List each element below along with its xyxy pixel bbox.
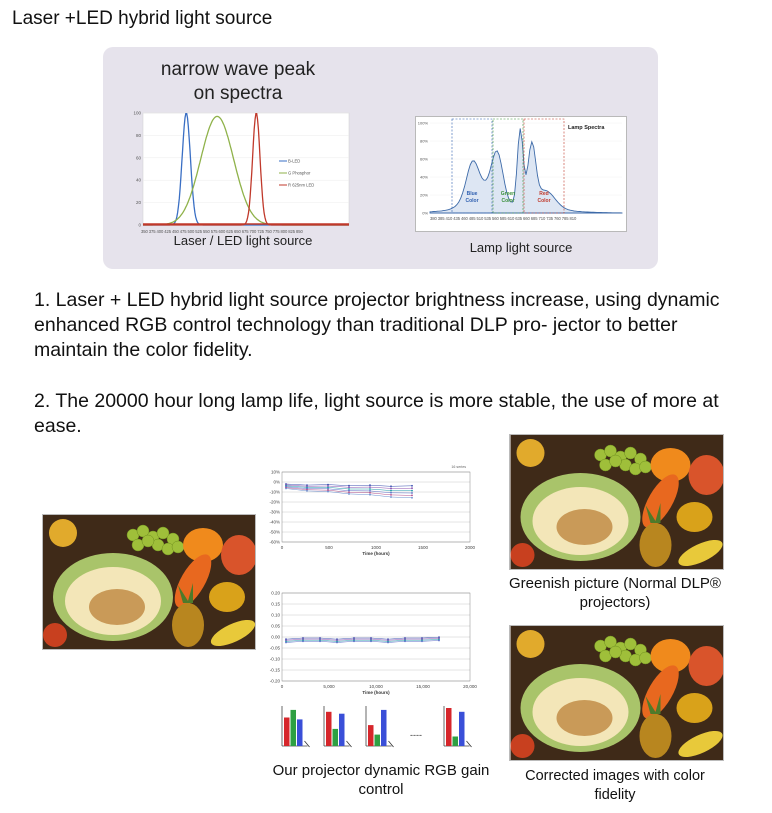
- plot-area: [143, 113, 349, 225]
- lamp-spectrum-xlabels: 380 385 410 435 460 485 510 535 560 585 610 635 660 685 710 735 760 785 810: [430, 216, 577, 221]
- region-label: Color: [501, 198, 515, 204]
- x-tick-label: 2000: [464, 545, 476, 550]
- y-tick-label: 0: [138, 222, 141, 228]
- x-tick-label: 10,000: [369, 684, 383, 689]
- y-tick-label: -30%: [269, 509, 280, 515]
- fruit-top-left: [49, 519, 77, 547]
- peach: [221, 535, 256, 575]
- grape: [610, 455, 622, 467]
- plot-frame: [282, 472, 470, 542]
- corrected-caption: Corrected images with color fidelity: [525, 768, 705, 803]
- lamp-spectrum-chart: [415, 116, 627, 232]
- legend-label: B-LED: [288, 158, 301, 164]
- y-tick-label: 100%: [417, 120, 428, 126]
- lamp-spectrum-caption: Lamp light source: [469, 240, 573, 255]
- x-axis-label: Time (hours): [362, 690, 390, 695]
- lamp-chart-title: Lamp Spectra: [568, 125, 605, 131]
- y-tick-label: 10%: [270, 469, 280, 475]
- y-tick-label: 100: [133, 110, 141, 116]
- legend-label: G Phosphor: [288, 170, 311, 176]
- apple: [677, 693, 713, 723]
- x-tick-label: 1000: [370, 545, 382, 550]
- fruit-top-left: [517, 439, 545, 467]
- region-label: Color: [537, 198, 551, 204]
- led-spectrum-caption: Laser / LED light source: [173, 233, 313, 248]
- grape: [142, 535, 154, 547]
- led-spectrum-chart: [131, 107, 353, 280]
- x-tick-label: 0: [280, 684, 284, 689]
- gain-bar: [339, 714, 345, 746]
- y-tick-label: 80: [135, 132, 141, 138]
- region-label: Blue: [466, 191, 478, 197]
- fruit-bottom-left: [511, 734, 535, 758]
- pineapple: [640, 714, 672, 758]
- gain-bar: [284, 718, 290, 747]
- grape: [172, 541, 184, 553]
- led-spectrum-xlabels: 350 375 400 425 450 475 500 525 550 575 600 625 650 675 700 725 750 775 800 825 850: [141, 229, 303, 234]
- y-tick-label: -10%: [269, 489, 280, 495]
- y-tick-label: 0.15: [271, 601, 280, 607]
- spectra-heading-line2: on spectra: [193, 83, 283, 104]
- paragraph-lamp-life: 2. The 20000 hour long lamp life, light source is more stable, the use of more at ease.: [34, 390, 719, 437]
- y-tick-label: -0.20: [269, 678, 280, 684]
- spectra-panel: [103, 47, 658, 269]
- x-tick-label: 1500: [417, 545, 429, 550]
- y-tick-label: 40%: [419, 174, 428, 180]
- fruit-top-left: [517, 630, 545, 658]
- x-tick-label: 20,000: [463, 684, 477, 689]
- x-axis-label: Time (hours): [362, 551, 390, 556]
- y-tick-label: 60%: [419, 156, 428, 162]
- gain-control-caption: Our projector dynamic RGB gain control: [272, 762, 490, 798]
- y-tick-label: 0.05: [271, 623, 280, 629]
- x-tick-label: 5,000: [323, 684, 335, 689]
- page-title: Laser +LED hybrid light source: [12, 8, 273, 29]
- y-tick-label: -50%: [269, 529, 280, 535]
- melon-seeds: [89, 589, 145, 625]
- y-tick-label: -60%: [269, 539, 280, 545]
- y-tick-label: -0.10: [269, 656, 280, 662]
- gain-bar: [291, 710, 297, 746]
- grape: [610, 646, 622, 658]
- y-tick-label: 20: [135, 200, 141, 206]
- y-tick-label: -40%: [269, 519, 280, 525]
- stability-chart-percent: [260, 462, 496, 572]
- gain-bar: [446, 708, 452, 746]
- melon-seeds: [557, 700, 613, 736]
- pineapple: [640, 523, 672, 567]
- apple: [209, 582, 245, 612]
- y-tick-label: 40: [135, 177, 141, 183]
- y-tick-label: 0.10: [271, 612, 280, 618]
- gain-bar: [459, 712, 465, 746]
- gain-bar: [453, 737, 459, 747]
- region-label: Red: [539, 191, 549, 197]
- legend-label: R 625nm LED: [288, 182, 315, 188]
- fruit-photo-corrected: [509, 625, 724, 761]
- peach: [689, 646, 725, 686]
- greenish-caption: Greenish picture (Normal DLP® projectors): [509, 575, 721, 611]
- fruit-bottom-left: [43, 623, 67, 647]
- paragraph-brightness: 1. Laser + LED hybrid light source projector brightness increase, using dynamic enhanced RGB control technology than traditional DLP pro- jector to better maintain the color fidelity.: [34, 289, 720, 361]
- spectra-heading-line1: narrow wave peak: [160, 59, 316, 80]
- x-tick-label: 15,000: [416, 684, 430, 689]
- y-tick-label: 80%: [419, 138, 428, 144]
- bar-ellipsis: ----: [410, 730, 422, 740]
- region-label: Green: [500, 191, 516, 197]
- peach: [689, 455, 725, 495]
- grape: [640, 461, 652, 473]
- gain-bar: [375, 735, 381, 746]
- fruit-photo-greenish: [509, 434, 724, 570]
- gain-bar: [368, 725, 374, 746]
- gain-bar: [326, 712, 332, 746]
- gain-bar: [333, 729, 339, 746]
- melon-seeds: [557, 509, 613, 545]
- y-tick-label: 60: [135, 155, 141, 161]
- rgb-gain-bars: [276, 702, 486, 760]
- spectra-heading: [103, 58, 373, 106]
- region-label: Color: [465, 198, 479, 204]
- y-tick-label: 0%: [273, 479, 280, 485]
- y-tick-label: 0%: [422, 210, 428, 216]
- fruit-bottom-left: [511, 543, 535, 567]
- mini-chart-title: 16 series: [451, 465, 466, 469]
- pineapple: [172, 603, 204, 647]
- y-tick-label: -0.05: [269, 645, 280, 651]
- grape: [640, 652, 652, 664]
- gain-bar: [381, 710, 387, 746]
- stability-chart-gain: [260, 585, 496, 703]
- apple: [677, 502, 713, 532]
- x-tick-label: 500: [325, 545, 333, 550]
- y-tick-label: -20%: [269, 499, 280, 505]
- fruit-photo-original: [42, 514, 256, 650]
- series-line: [286, 641, 439, 643]
- y-tick-label: -0.15: [269, 667, 280, 673]
- y-tick-label: 0.20: [271, 590, 280, 596]
- gain-bar: [297, 719, 303, 746]
- x-tick-label: 0: [280, 545, 284, 550]
- y-tick-label: 0.00: [271, 634, 280, 640]
- y-tick-label: 20%: [419, 192, 428, 198]
